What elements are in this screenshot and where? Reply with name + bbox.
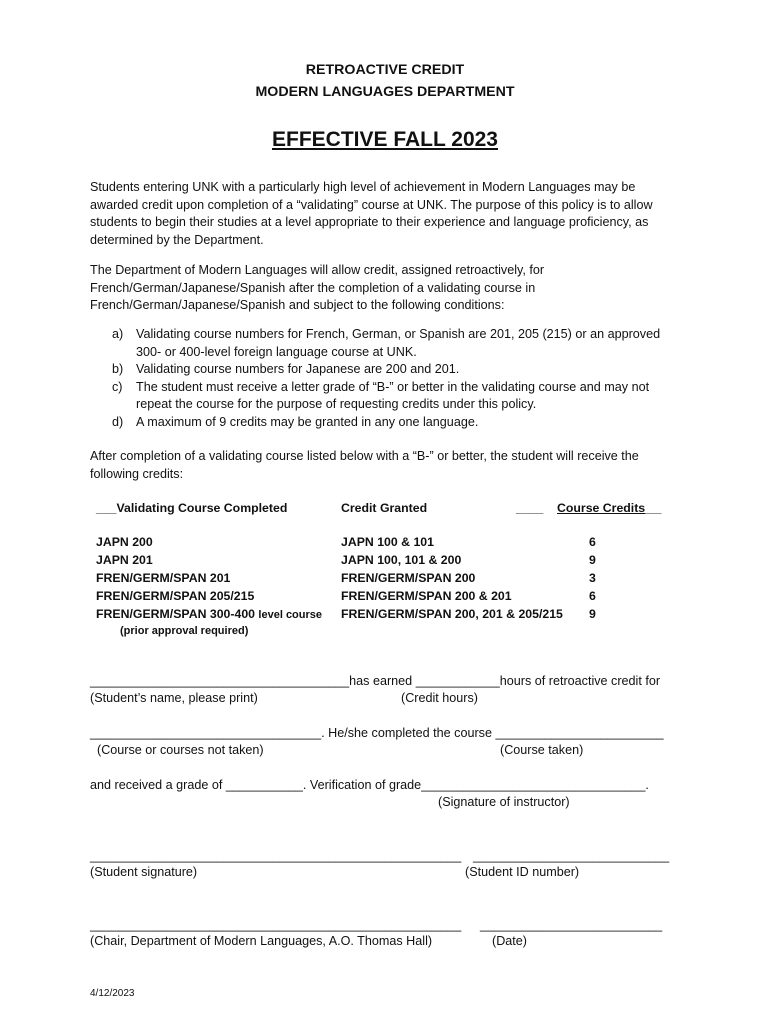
hours-retroactive-text: hours of retroactive credit for: [499, 674, 661, 688]
table-row: [0, 570, 770, 588]
credit-hours-blank[interactable]: ____________: [415, 674, 500, 688]
footer-date: 4/12/2023: [90, 988, 135, 999]
course-taken-blank[interactable]: ________________________: [495, 726, 664, 740]
header-line-1: RETROACTIVE CREDIT: [305, 62, 465, 78]
instructor-signature-blank[interactable]: ________________________________: [421, 778, 646, 792]
header-gap-underline: ____: [516, 501, 544, 515]
row-course: FREN/GERM/SPAN 300-400: [96, 607, 259, 621]
header-credit-granted: Credit Granted: [341, 501, 428, 515]
conditions-list: [112, 326, 672, 431]
student-id-line[interactable]: ____________________________: [473, 849, 670, 863]
grade-blank[interactable]: ___________: [225, 778, 303, 792]
row-credits: 9: [589, 553, 596, 567]
caption-credit-hours: (Credit hours): [401, 691, 478, 705]
caption-student-id: (Student ID number): [465, 865, 580, 879]
courses-not-taken-blank[interactable]: _________________________________: [90, 726, 322, 740]
condition-label: b): [112, 362, 124, 376]
row-course-group: [96, 606, 322, 625]
row-granted: JAPN 100 & 101: [341, 535, 434, 549]
condition-item: [112, 326, 672, 361]
condition-item: [112, 379, 672, 414]
header-tail-underline: ___: [641, 501, 662, 515]
after-paragraph: After completion of a validating course listed below with a “B-” or better, the student will receive the following credits:: [90, 449, 639, 481]
table-row: [0, 552, 770, 570]
effective-title: EFFECTIVE FALL 2023: [271, 128, 498, 151]
row-course: FREN/GERM/SPAN 205/215: [96, 589, 255, 603]
completed-course-text: . He/she completed the course: [321, 726, 496, 740]
condition-item: [112, 414, 672, 432]
caption-student-signature: (Student signature): [90, 865, 198, 879]
prior-approval-note: (prior approval required): [120, 625, 249, 637]
condition-text: A maximum of 9 credits may be granted in any one language.: [136, 414, 479, 429]
condition-text: Validating course numbers for French, German, or Spanish are 201, 205 (215) or an approved 300- or 400-level foreign language course at UNK.: [136, 327, 661, 359]
intro-paragraph: Students entering UNK with a particularly high level of achievement in Modern Languages may be awarded credit upon completion of a “validating” course at UNK. The purpose of this policy is to allow students to begin their studies at a level appropriate to their experience and language proficiency, as determined by the Department.: [90, 180, 653, 247]
row-course: JAPN 201: [96, 553, 153, 567]
student-name-blank[interactable]: _____________________________________: [90, 674, 350, 688]
table-row: [0, 534, 770, 552]
caption-courses-not-taken: (Course or courses not taken): [97, 743, 264, 757]
date-line[interactable]: __________________________: [480, 918, 663, 932]
chair-signature-line[interactable]: _____________________________________________________: [90, 918, 462, 932]
caption-date: (Date): [492, 934, 527, 948]
student-signature-line[interactable]: _____________________________________________________: [90, 849, 462, 863]
verification-text: . Verification of grade: [302, 778, 422, 792]
caption-chair: (Chair, Department of Modern Languages, A.O. Thomas Hall): [90, 934, 433, 948]
table-note-row: [0, 623, 770, 641]
table-row: [0, 606, 770, 624]
line-end-period: .: [645, 778, 649, 792]
table-row: [0, 588, 770, 606]
row-granted: FREN/GERM/SPAN 200 & 201: [341, 589, 512, 603]
condition-text: The student must receive a letter grade of “B-” or better in the validating course and may not repeat the course for the purpose of requesting credits under this policy.: [136, 379, 650, 411]
header-validating-course: ___Validating Course Completed: [96, 501, 288, 515]
row-credits: 3: [589, 571, 596, 585]
row-course: FREN/GERM/SPAN 201: [96, 571, 231, 585]
row-course: JAPN 200: [96, 535, 153, 549]
credits-table-header: [0, 500, 770, 518]
condition-label: c): [112, 379, 123, 394]
caption-student-name: (Student’s name, please print): [90, 691, 258, 705]
row-credits: 6: [589, 535, 596, 549]
row-course-suffix: level course: [258, 609, 323, 621]
condition-label: d): [112, 414, 124, 429]
form-line-completed: [90, 725, 664, 743]
form-line-earned: [90, 673, 660, 691]
policy-paragraph: The Department of Modern Languages will allow credit, assigned retroactively, for French/German/Japanese/Spanish after the completion of a validating course in French/German/Japanese/Spanish and subject to the following conditions:: [90, 263, 545, 312]
received-grade-text: and received a grade of: [90, 778, 226, 792]
row-credits: 6: [589, 589, 596, 603]
condition-text: Validating course numbers for Japanese are 200 and 201.: [136, 362, 460, 376]
row-granted: JAPN 100, 101 & 200: [341, 553, 462, 567]
form-line-grade: [90, 777, 649, 795]
caption-course-taken: (Course taken): [500, 743, 584, 757]
header-line-2: MODERN LANGUAGES DEPARTMENT: [255, 84, 515, 100]
condition-item: [112, 361, 672, 379]
caption-instructor-signature: (Signature of instructor): [438, 795, 570, 809]
header-course-credits: Course Credits: [557, 501, 646, 515]
has-earned-text: has earned: [349, 674, 416, 688]
row-credits: 9: [589, 607, 596, 621]
row-granted: FREN/GERM/SPAN 200, 201 & 205/215: [341, 607, 563, 621]
condition-label: a): [112, 327, 124, 341]
row-granted: FREN/GERM/SPAN 200: [341, 571, 476, 585]
